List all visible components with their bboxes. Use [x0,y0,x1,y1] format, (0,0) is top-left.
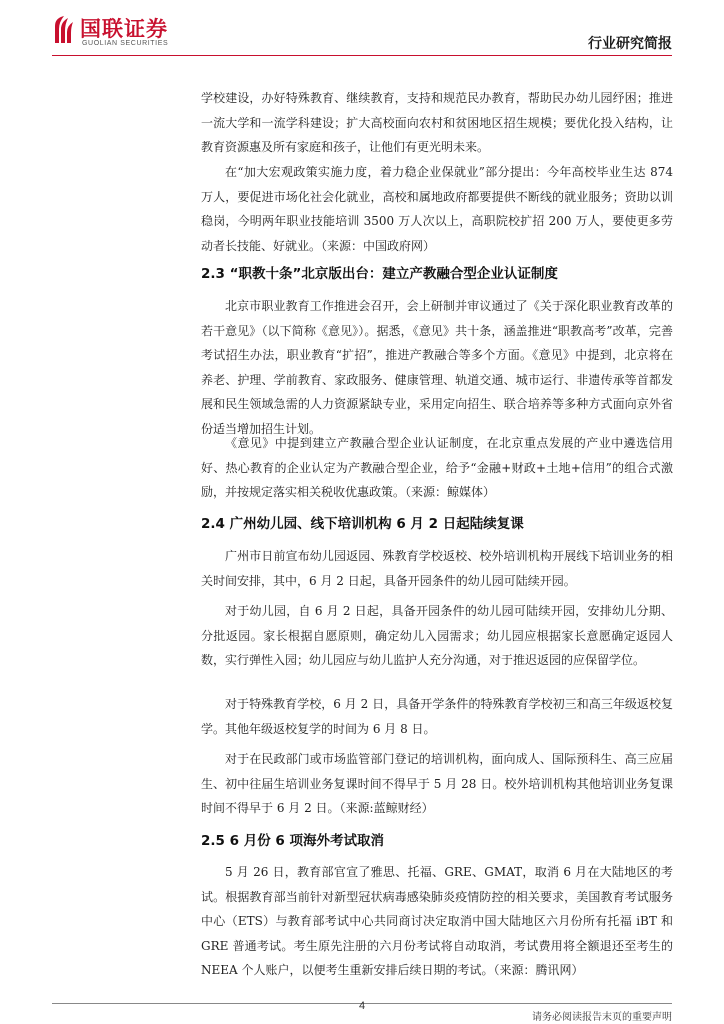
report-type-label: 行业研究简报 [588,36,672,52]
paragraph-2: 在“加大宏观政策实施力度，着力稳企业保就业”部分提出：今年高校毕业生达 874 万人，要促进市场化社会化就业，高校和属地政府都要提供不断线的就业服务；资助以训稳岗，今明两年职业技能培训 3500 万人次以上，高职院校扩招 200 万人，要使更多劳动者长技能、好就业。（来源：中国政府网） [201,165,673,253]
paragraph-5: 广州市日前宣布幼儿园返园、殊教育学校返校、校外培训机构开展线下培训业务的相关时间安排，其中，6 月 2 日起，具备开园条件的幼儿园可陆续开园。 [201,549,673,588]
header-divider [52,55,672,56]
paragraph-9: 5 月 26 日，教育部官宣了雅思、托福、GRE、GMAT，取消 6 月在大陆地区的考试。根据教育部当前针对新型冠状病毒感染肺炎疫情防控的相关要求，美国教育考试服务中心（ETS）与教育部考试中心共同商讨决定取消中国大陆地区六月份所有托福 iBT 和 GRE 普通考试。考生原先注册的六月份考试将自动取消，考试费用将全额退还至考生的 NEEA 个人账户，以便考生重新安排后续日期的考试。（来源：腾讯网） [201,865,673,977]
paragraph-3: 北京市职业教育工作推进会召开，会上研制并审议通过了《关于深化职业教育改革的若干意见》（以下简称《意见》）。据悉，《意见》共十条，涵盖推进“职教高考”改革，完善考试招生办法，职业教育“扩招”，推进产教融合等多个方面。《意见》中提到，北京将在养老、护理、学前教育、家政服务、健康管理、轨道交通、城市运行、非遗传承等首都发展和民生领域急需的人力资源紧缺专业，采用定向招生、联合培养等多种方式面向京外省份适当增加招生计划。 [201,299,673,436]
section-heading-2-3: 2.3 “职教十条”北京版出台：建立产教融合型企业认证制度 [201,266,558,282]
paragraph-8: 对于在民政部门或市场监管部门登记的培训机构，面向成人、国际预科生、高三应届生、初中往届生培训业务复课时间不得早于 5 月 28 日。校外培训机构其他培训业务复课时间不得早于 6 月 2 日。（来源:蓝鲸财经） [201,752,673,815]
paragraph-6: 对于幼儿园，自 6 月 2 日起，具备开园条件的幼儿园可陆续开园，安排幼儿分期、分批返园。家长根据自愿原则，确定幼儿入园需求；幼儿园应根据家长意愿确定返园人数，实行弹性入园；幼儿园应与幼儿监护人充分沟通，对于推迟返园的应保留学位。 [201,604,673,667]
footer-disclaimer: 请务必阅读报告末页的重要声明 [532,1012,672,1023]
section-heading-2-5: 2.5 6 月份 6 项海外考试取消 [201,833,385,849]
paragraph-7: 对于特殊教育学校，6 月 2 日，具备开学条件的特殊教育学校初三和高三年级返校复学。其他年级返校复学的时间为 6 月 8 日。 [201,697,673,736]
guolian-logo-icon [52,14,76,44]
paragraph-4: 《意见》中提到建立产教融合型企业认证制度，在北京重点发展的产业中遴选信用好、热心教育的企业认定为产教融合型企业，给予“金融+财政+土地+信用”的组合式激励，并按规定落实相关税收优惠政策。（来源：鲸媒体） [201,436,673,499]
paragraph-1: 学校建设，办好特殊教育、继续教育，支持和规范民办教育，帮助民办幼儿园纾困；推进一流大学和一流学科建设；扩大高校面向农村和贫困地区招生规模；要优化投入结构，让教育资源惠及所有家庭和孩子，让他们有更光明未来。 [201,91,673,154]
section-heading-2-4: 2.4 广州幼儿园、线下培训机构 6 月 2 日起陆续复课 [201,516,524,532]
logo-english-text: GUOLIAN SECURITIES [82,40,169,47]
page-header [0,0,724,62]
logo-text: 国联证券 [80,17,168,41]
page-number: 4 [358,1000,366,1012]
